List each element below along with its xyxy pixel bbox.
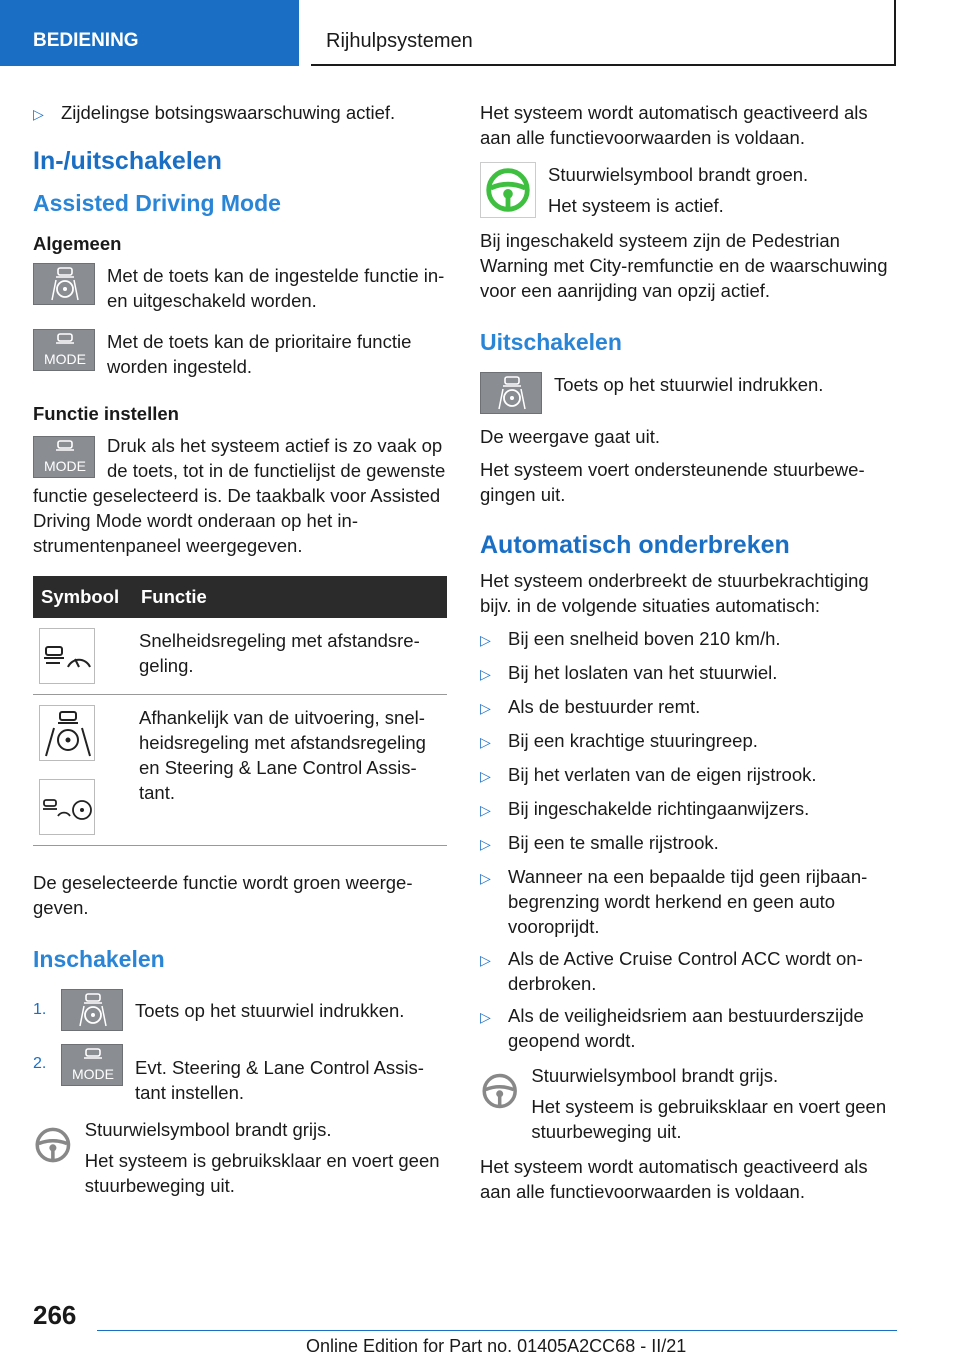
list-item: ▷ Wanneer na een bepaalde tijd geen rijbaanbegrenzing wordt herkend en geen auto vooroprijdt.: [480, 866, 868, 937]
symbol-table: [33, 576, 447, 846]
icon-paragraph: Stuurwielsymbool brandt grijs. Het systeem is gebruiksklaar en voert geen stuurbeweging uit.: [33, 1117, 447, 1198]
steering-wheel-grey-icon: [33, 1117, 73, 1173]
functie-paragraph: MODE Druk als het systeem actief is zo vaak op de toets, tot in de functielijst de gewenste functie geselecteerd is. De taakbalk voor Assisted Driving Mode wordt onderaan op het instrumentenpaneel weergegeven.: [33, 435, 446, 556]
triangle-bullet-icon: ▷: [480, 632, 491, 648]
steering-wheel-green-icon: [480, 162, 536, 218]
mode-button-icon: [33, 436, 95, 478]
cruise-distance-icon: [39, 628, 95, 684]
list-item: ▷ Als de veiligheidsriem aan bestuurderszijde geopend wordt.: [480, 1005, 864, 1051]
steering-assist-button-icon: [61, 989, 123, 1031]
triangle-bullet-icon: ▷: [480, 734, 491, 750]
icon-paragraph: Toets op het stuurwiel indrukken.: [480, 372, 890, 414]
step-2: 2. MODE Evt. Steering & Lane Control Assistant instellen.: [33, 1041, 447, 1105]
list-item: ▷ Als de Active Cruise Control ACC wordt onderbroken.: [480, 948, 863, 994]
chapter-title: Rijhulpsystemen: [311, 0, 896, 66]
table-header-function: Functie: [133, 576, 447, 618]
list-item: ▷ Bij het loslaten van het stuurwiel.: [480, 660, 890, 687]
steering-assist-button-icon: [33, 263, 95, 305]
situation-list: [480, 626, 890, 1053]
mode-button-icon: [33, 329, 95, 371]
triangle-bullet-icon: ▷: [33, 106, 44, 122]
section-tab: BEDIENING: [0, 0, 299, 66]
heading-assisted-driving-mode: Assisted Driving Mode: [33, 190, 281, 216]
heading-functie-instellen: Functie instellen: [33, 403, 179, 424]
page-header: [0, 0, 960, 66]
footer-divider: [97, 1330, 897, 1331]
icon-paragraph: Stuurwielsymbool brandt grijs. Het systeem is gebruiksklaar en voert geen stuurbeweging uit.: [480, 1063, 890, 1144]
list-item: ▷ Bij een krachtige stuuringreep.: [480, 728, 890, 755]
svg-text:MODE: MODE: [72, 1066, 114, 1082]
icon-paragraph: Stuurwielsymbool brandt groen. Het systeem is actief.: [480, 162, 890, 218]
cruise-steering-icon: [39, 779, 95, 835]
list-item: ▷ Bij ingeschakelde richtingaanwijzers.: [480, 796, 890, 823]
mode-button-icon: [61, 1044, 123, 1086]
triangle-bullet-icon: ▷: [480, 768, 491, 784]
heading-inschakelen: Inschakelen: [33, 946, 165, 972]
heading-uitschakelen: Uitschakelen: [480, 329, 622, 355]
list-item: ▷ Bij een te smalle rijstrook.: [480, 830, 890, 857]
list-item: ▷ Als de bestuurder remt.: [480, 694, 890, 721]
icon-paragraph: Met de toets kan de ingestelde functie in- en uitgeschakeld worden.: [33, 263, 447, 313]
table-header-symbol: Symbool: [33, 576, 133, 618]
steering-wheel-grey-icon: [480, 1063, 519, 1119]
steering-assist-button-icon: [480, 372, 542, 414]
triangle-bullet-icon: ▷: [480, 1009, 491, 1025]
heading-in-uitschakelen: In-/uitschakelen: [33, 147, 222, 175]
svg-text:MODE: MODE: [44, 351, 86, 367]
edition-text: Online Edition for Part no. 01405A2CC68 - II/21: [306, 1336, 687, 1356]
triangle-bullet-icon: ▷: [480, 836, 491, 852]
page-number: 266: [33, 1300, 77, 1330]
triangle-bullet-icon: ▷: [480, 802, 491, 818]
left-column: ▷ Zijdelingse botsingswaarschuwing actief. In-/uitschakelen Assisted Driving Mode Algemeen Met de toets kan de ingestelde functie in- en uitgeschakeld worden. MODE Met de toets kan de prioritaire functie worden ingesteld. Functie instellen MODE Druk als het systeem actief is zo vaak op de toets, tot in de functielijst de gewenste functie geselecteerd is. De taakbalk voor Assisted Driving Mode wordt onderaan op het instrumentenpaneel weergegeven. Symbool Functie Snelheidsregeling met afstandsregeling. Afhankelijk van de uitvoering, snelheidsregeling met afstandsregeling en Steering & Lane Control Assistant. De geselecteerde functie wordt groen weergegeven. Inschakelen 1. Toets op het stuurwiel indrukken. 2. MODE Evt. Steering & Lane Control Assistant instellen. Stuurwielsymbool brandt grijs. Het systeem is gebruiksklaar en voert geen stuurbeweging uit.: [33, 102, 446, 1196]
step-1: 1. Toets op het stuurwiel indrukken.: [33, 989, 447, 1031]
triangle-bullet-icon: ▷: [480, 700, 491, 716]
list-item: ▷ Bij het verlaten van de eigen rijstrook.: [480, 762, 890, 789]
triangle-bullet-icon: ▷: [480, 952, 491, 968]
svg-text:MODE: MODE: [44, 458, 86, 474]
list-item: ▷ Zijdelingse botsingswaarschuwing actief.: [33, 100, 447, 127]
steering-lane-icon: [39, 705, 95, 761]
list-item: ▷ Bij een snelheid boven 210 km/h.: [480, 626, 890, 653]
table-row: Afhankelijk van de uitvoering, snelheidsregeling met afstandsregeling en Steering & Lane Control Assistant.: [33, 695, 447, 846]
heading-automatisch-onderbreken: Automatisch onderbreken: [480, 531, 790, 559]
triangle-bullet-icon: ▷: [480, 666, 491, 682]
right-column: Het systeem wordt automatisch geactiveerd als aan alle functievoorwaarden is voldaan. Stuurwielsymbool brandt groen. Het systeem is actief. Bij ingeschakeld systeem zijn de Pedestrian Warning met City-remfunctie en de waarschuwing voor een aanrijding van opzij actief. Uitschakelen Toets op het stuurwiel indrukken. De weergave gaat uit. Het systeem voert ondersteunende stuurbewegingen uit. Automatisch onderbreken Het systeem onderbreekt de stuurbekrachtiging bijv. in de volgende situaties automatisch: ▷ Bij een snelheid boven 210 km/h. ▷ Bij het loslaten van het stuurwiel. ▷ Als de bestuurder remt. ▷ Bij een krachtige stuuringreep. ▷ Bij het verlaten van de eigen rijstrook. ▷ Bij ingeschakelde richtingaanwijzers. ▷ Bij een te smalle rijstrook. ▷ Wanneer na een bepaalde tijd geen rijbaanbegrenzing wordt herkend en geen auto vooroprijdt. ▷ Als de Active Cruise Control ACC wordt onderbroken. ▷ Als de veiligheidsriem aan bestuurderszijde geopend wordt. Stuurwielsymbool brandt grijs. Het systeem is gebruiksklaar en voert geen stuurbeweging uit. Het systeem wordt automatisch geactiveerd als aan alle functievoorwaarden is voldaan.: [480, 100, 890, 1204]
triangle-bullet-icon: ▷: [480, 870, 491, 886]
table-row: Snelheidsregeling met afstandsregeling.: [33, 618, 447, 695]
heading-algemeen: Algemeen: [33, 233, 122, 254]
icon-paragraph: MODE Met de toets kan de prioritaire functie worden ingesteld.: [33, 329, 447, 379]
